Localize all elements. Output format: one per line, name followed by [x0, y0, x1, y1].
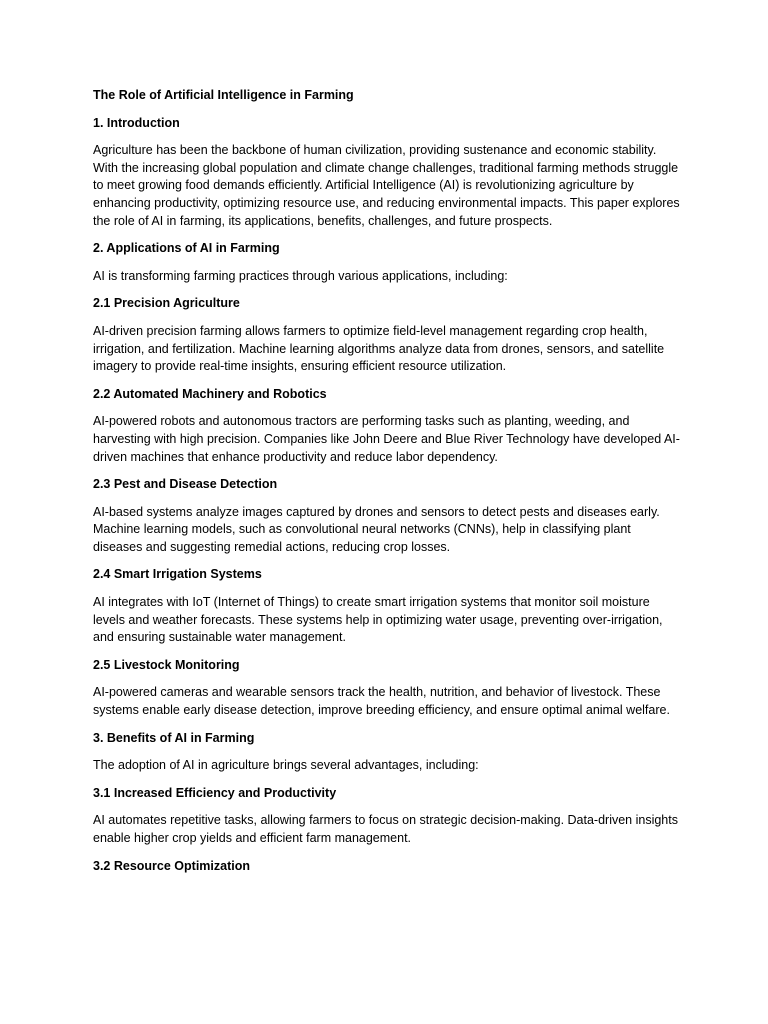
paragraph-pest-detection: AI-based systems analyze images captured by drones and sensors to detect pests and diseases early. Machine learning models, such as convolutional neural networks (CNNs), help in classifying plant diseases and suggesting remedial actions, reducing crop losses. — [93, 504, 660, 554]
paragraph-automated-machinery: AI-powered robots and autonomous tractors are performing tasks such as planting, weeding, and harvesting with high precision. Companies like John Deere and Blue River Technology have developed AI-driven machines that enhance productivity and reduce labor dependency. — [93, 414, 680, 464]
paragraph-smart-irrigation: AI integrates with IoT (Internet of Things) to create smart irrigation systems that monitor soil moisture levels and weather forecasts. These systems help in optimizing water usage, preventing over-irrigation, and ensuring sustainable water management. — [93, 595, 663, 645]
subheading-automated-machinery: 2.2 Automated Machinery and Robotics — [93, 386, 327, 401]
subheading-resource-optimization: 3.2 Resource Optimization — [93, 858, 250, 873]
document-title: The Role of Artificial Intelligence in Farming — [93, 88, 354, 102]
paragraph-efficiency: AI automates repetitive tasks, allowing farmers to focus on strategic decision-making. Data-driven insights enable higher crop yields and efficient farm management. — [93, 813, 678, 845]
section-heading-benefits: 3. Benefits of AI in Farming — [93, 730, 255, 745]
paragraph-benefits-intro: The adoption of AI in agriculture brings several advantages, including: — [93, 758, 479, 773]
paragraph-introduction: Agriculture has been the backbone of human civilization, providing sustenance and economic stability. With the increasing global population and climate change challenges, traditional farming methods struggle to meet growing food demands efficiently. Artificial Intelligence (AI) is revolutionizing agriculture by enhancing productivity, optimizing resource use, and reducing environmental impacts. This paper explores the role of AI in farming, its applications, benefits, challenges, and future prospects. — [93, 143, 680, 228]
paragraph-applications-intro: AI is transforming farming practices through various applications, including: — [93, 268, 508, 283]
section-heading-introduction: 1. Introduction — [93, 115, 180, 130]
paragraph-livestock-monitoring: AI-powered cameras and wearable sensors track the health, nutrition, and behavior of livestock. These systems enable early disease detection, improve breeding efficiency, and ensure optimal animal welfare. — [93, 685, 670, 718]
subheading-efficiency: 3.1 Increased Efficiency and Productivity — [93, 785, 337, 800]
section-heading-applications: 2. Applications of AI in Farming — [93, 241, 280, 256]
paragraph-precision-agriculture: AI-driven precision farming allows farmers to optimize field-level management regarding crop health, irrigation, and fertilization. Machine learning algorithms analyze data from drones, sensors, and satellite imagery to provide real-time insights, ensuring efficient resource utilization. — [93, 323, 665, 374]
subheading-smart-irrigation: 2.4 Smart Irrigation Systems — [93, 567, 262, 582]
subheading-livestock-monitoring: 2.5 Livestock Monitoring — [93, 657, 240, 672]
subheading-precision-agriculture: 2.1 Precision Agriculture — [93, 296, 240, 311]
subheading-pest-detection: 2.3 Pest and Disease Detection — [93, 477, 278, 492]
